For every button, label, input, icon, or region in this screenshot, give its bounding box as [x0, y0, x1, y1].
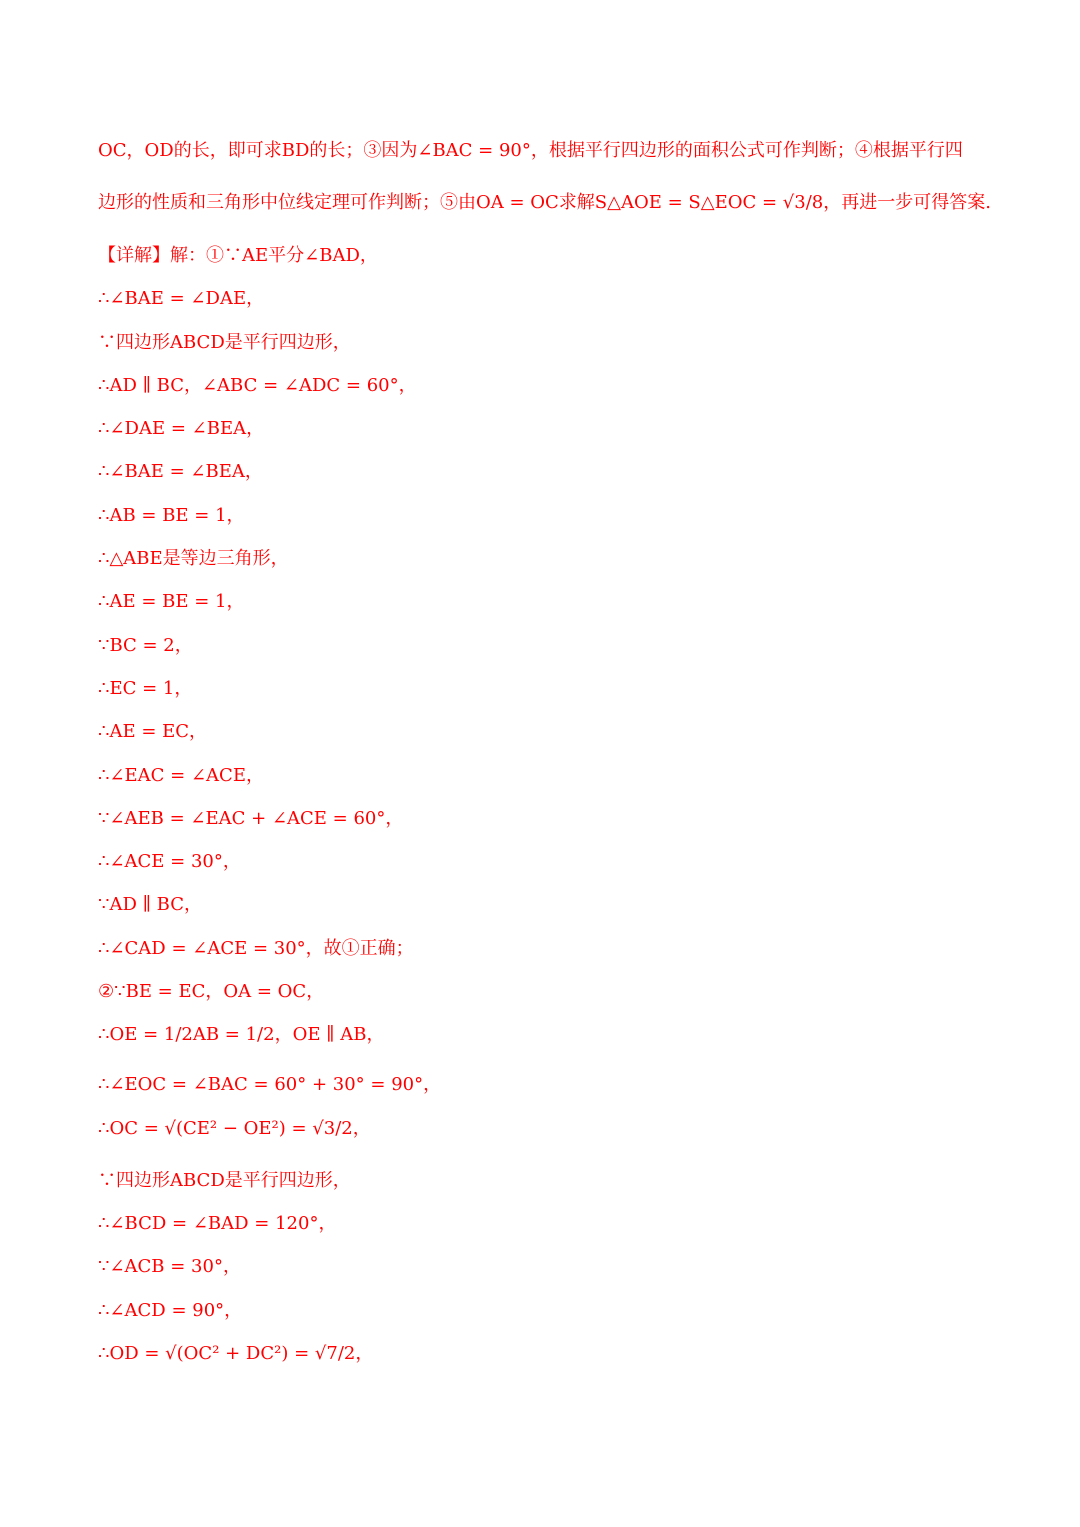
solution-line: ∴OD = √(OC² + DC²) = √7/2， — [98, 1342, 374, 1364]
solution-line: ∴∠BAE = ∠DAE， — [98, 288, 265, 310]
solution-line: ∵四边形ABCD是平行四边形， — [98, 1169, 351, 1191]
solution-line: ∵BC = 2， — [98, 634, 193, 656]
solution-line: ∴∠EAC = ∠ACE， — [98, 764, 264, 786]
solution-line: ∴AB = BE = 1， — [98, 504, 245, 526]
solution-line: ∵∠AEB = ∠EAC + ∠ACE = 60°， — [98, 807, 404, 829]
solution-line: ∴∠BAE = ∠BEA， — [98, 461, 263, 483]
solution-line: ∵AD ∥ BC， — [98, 894, 202, 916]
solution-line: ∴∠EOC = ∠BAC = 60° + 30° = 90°， — [98, 1074, 442, 1096]
solution-line: ∴OC = √(CE² − OE²) = √3/2， — [98, 1117, 371, 1139]
solution-line: ∵∠ACB = 30°， — [98, 1256, 241, 1278]
solution-line: ∴∠CAD = ∠ACE = 30°，故①正确； — [98, 937, 414, 959]
solution-line: ②∵BE = EC，OA = OC， — [98, 981, 325, 1003]
solution-line: ∵四边形ABCD是平行四边形， — [98, 331, 351, 353]
solution-line: ∴∠DAE = ∠BEA， — [98, 418, 265, 440]
solution-line: ∴EC = 1， — [98, 677, 193, 699]
solution-line: ∴AE = EC， — [98, 721, 208, 743]
solution-text — [98, 130, 991, 1384]
analysis-line: OC，OD的长，即可求BD的长；③因为∠BAC = 90°，根据平行四边形的面积公式可作判断；④根据平行四 — [98, 140, 963, 161]
solution-line: 【详解】解：①∵AE平分∠BAD， — [98, 245, 378, 266]
solution-line: ∴AE = BE = 1， — [98, 591, 245, 613]
solution-line: ∴∠ACD = 90°， — [98, 1299, 243, 1321]
solution-line: ∴∠ACE = 30°， — [98, 851, 241, 873]
solution-line: ∴∠BCD = ∠BAD = 120°， — [98, 1212, 337, 1234]
solution-line: ∴△ABE是等边三角形， — [98, 548, 289, 570]
analysis-line: 边形的性质和三角形中位线定理可作判断；⑤由OA = OC求解S△AOE = S△EOC = √3/8，再进一步可得答案. — [98, 192, 991, 213]
solution-line: ∴AD ∥ BC，∠ABC = ∠ADC = 60°， — [98, 374, 417, 396]
solution-line: ∴OE = 1/2AB = 1/2，OE ∥ AB， — [98, 1024, 385, 1046]
